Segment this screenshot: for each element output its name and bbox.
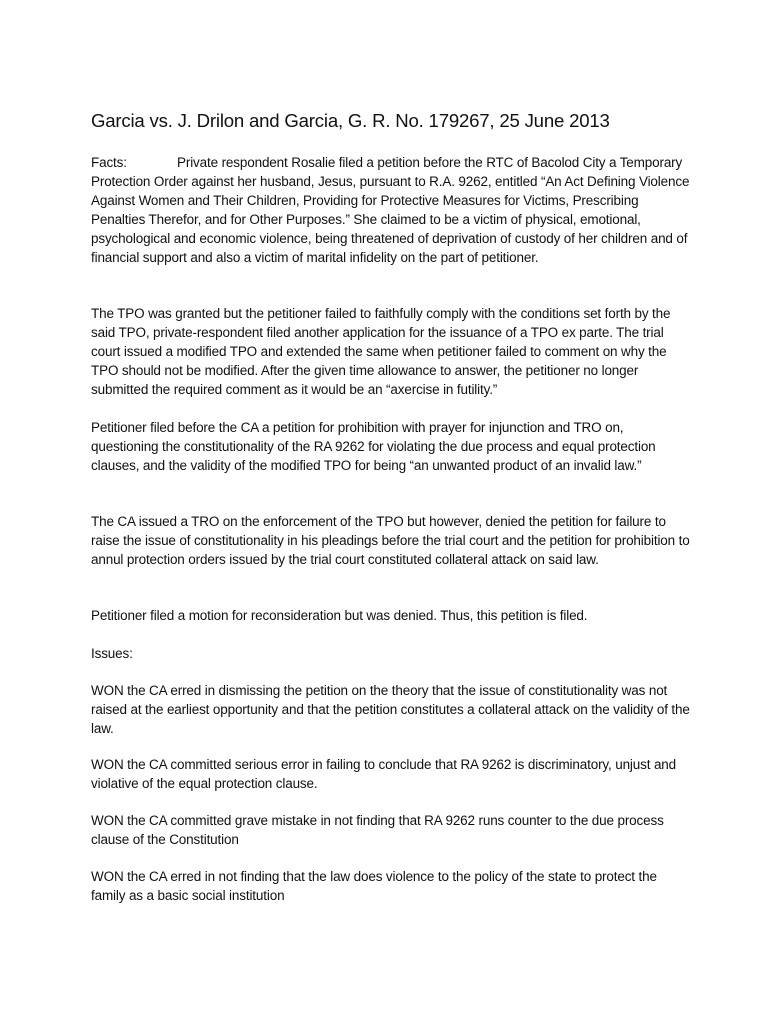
facts-text: Private respondent Rosalie filed a petition before the RTC of Bacolod City a Temporary Protection Order against her husband, Jesus, pursuant to R.A. 9262, entitled “An Act Defining Violence Against Women and Their Children, Providing for Protective Measures for Victims, Prescribing Penalties Therefor, and for Other Purposes.” She claimed to be a victim of physical, emotional, psychological and economic violence, being threatened of deprivation of custody of her children and of financial support and also a victim of marital infidelity on the part of petitioner. [91, 155, 690, 265]
issue-item: WON the CA committed grave mistake in not finding that RA 9262 runs counter to the due process clause of the Constitution [91, 813, 664, 847]
paragraph-ca-petition: Petitioner filed before the CA a petition for prohibition with prayer for injunction and TRO on, questioning the constitutionality of the RA 9262 for violating the due process and equal protection clauses, and the validity of the modified TPO for being “an unwanted product of an invalid law.” [91, 420, 656, 473]
facts-label: Facts: [91, 155, 127, 170]
issue-item: WON the CA erred in not finding that the law does violence to the policy of the state to protect the family as a basic social institution [91, 869, 657, 903]
paragraph-tpo-granted: The TPO was granted but the petitioner failed to faithfully comply with the conditions set forth by the said TPO, private-respondent filed another application for the issuance of a TPO ex parte. The trial court issued a modified TPO and extended the same when petitioner failed to comment on why the TPO should not be modified. After the given time allowance to answer, the petitioner no longer submitted the required comment as it would be an “axercise in futility.” [91, 306, 671, 397]
document-title: Garcia vs. J. Drilon and Garcia, G. R. No. 179267, 25 June 2013 [91, 110, 610, 131]
issue-item: WON the CA erred in dismissing the petition on the theory that the issue of constitutionality was not raised at the earliest opportunity and that the petition constitutes a collateral attack on the validity of the law. [91, 683, 690, 736]
issues-label: Issues: [91, 646, 133, 661]
paragraph-motion-reconsideration: Petitioner filed a motion for reconsideration but was denied. Thus, this petition is filed. [91, 608, 588, 623]
issue-item: WON the CA committed serious error in failing to conclude that RA 9262 is discriminatory, unjust and violative of the equal protection clause. [91, 757, 677, 791]
paragraph-ca-tro: The CA issued a TRO on the enforcement of the TPO but however, denied the petition for failure to raise the issue of constitutionality in his pleadings before the trial court and the petition for prohibition to annul protection orders issued by the trial court constituted collateral attack on said law. [91, 514, 690, 567]
facts-paragraph [91, 154, 691, 267]
